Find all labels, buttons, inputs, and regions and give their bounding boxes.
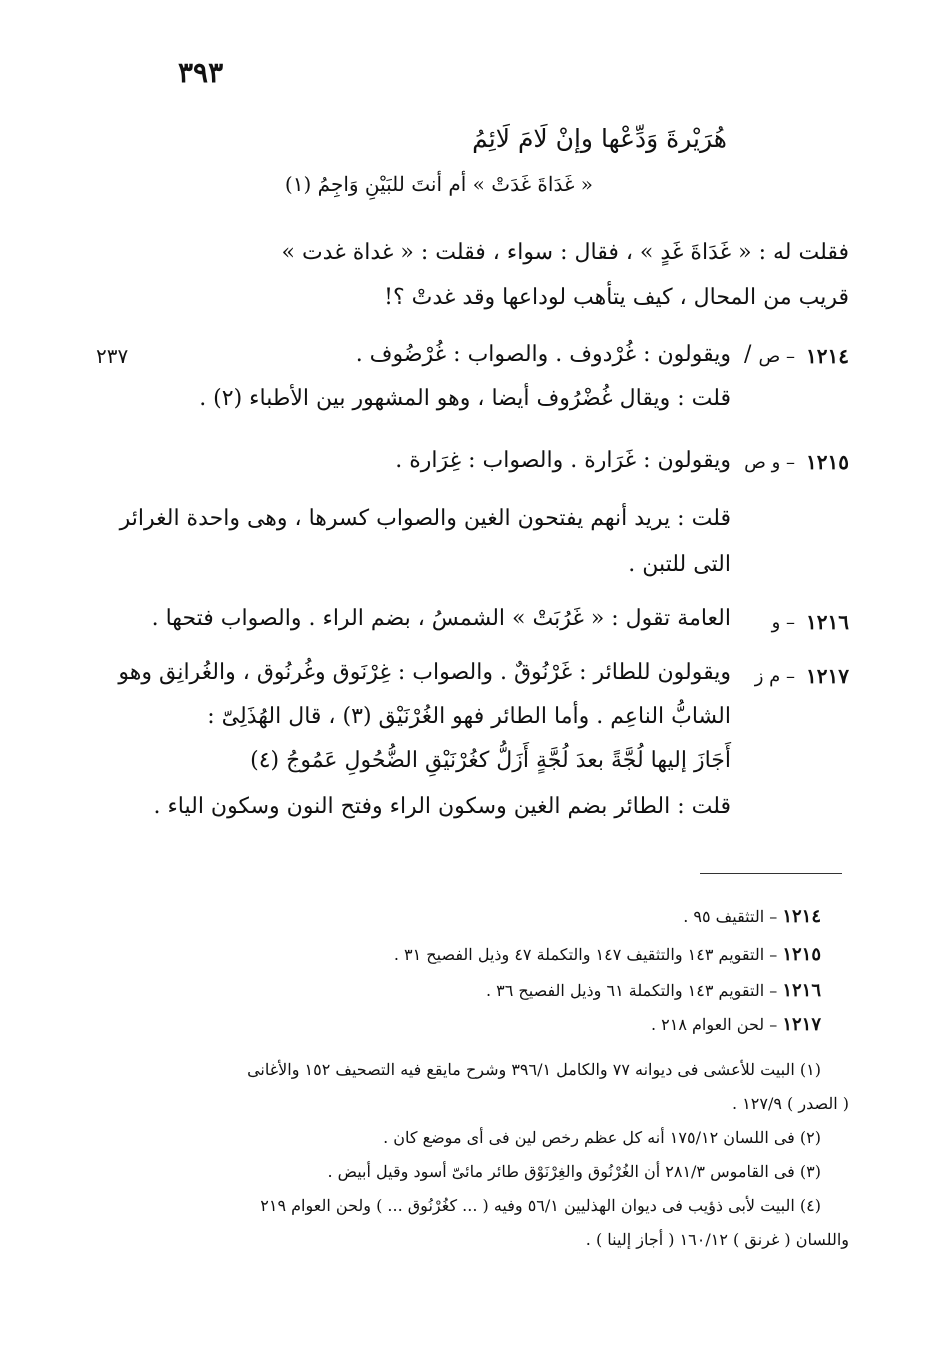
page-number: ٣٩٣ [178,56,224,89]
entry-line: قلت : الطائر بضم الغين وسكون الراء وفتح النون وسكون الياء . [153,794,731,819]
entry-slash: / [744,342,752,367]
entry-line: ويقولون : غَرَارة . والصواب : غِرَارة . [395,448,731,473]
footnote-2: (٢) فى اللسان ١٧٥/١٢ أنه كل عظم رخص لين فى أى موضع كان . [383,1128,821,1147]
footnote-4-cont: واللسان ( غرنق ) ١٦٠/١٢ ( أجاز إلينا ) . [585,1230,849,1249]
entry-line: الشابُّ الناعِم . وأما الطائر فهو الغُرْنَيْق (٣) ، قال الهُذَلِىّ : [207,704,731,729]
entry-line: ويقولون للطائر : غَرْنُوقٌ . والصواب : غِرْنَوق وغُرنُوق ، والغُرانِق وهو [118,660,731,685]
entry-line: العامة تقول : « غَرُبَتْ » الشمسُ ، بضم الراء . والصواب فتحها . [151,606,731,631]
entry-source-1215: – و ص [744,452,795,473]
footnote-4: (٤) البيت لأبى ذؤيب فى ديوان الهذليين ٥٦/١ وفيه ( ... كغُرْنُوق ... ) ولحن العوام ٢١٩ [260,1196,821,1215]
entry-number-1217: ١٢١٧ [806,664,849,688]
source-ref-1215: ١٢١٥ – التقويم ١٤٣ والتثقيف ١٤٧ والتكملة ٤٧ وذيل الفصيح ٣١ . [393,944,821,965]
body-line-1: فقلت له : « غَدَاةَ غَدٍ » ، فقال : سواء ، فقلت : « غداة غدت » [281,240,849,265]
entry-line: قلت : ويقال غُضْرُوف أيضا ، وهو المشهور بين الأطباء (٢) . [199,386,731,411]
entry-number-1214: ١٢١٤ [806,344,849,368]
body-line-2: قريب من المحال ، كيف يتأهب لوداعها وقد غدتْ ؟! [384,285,849,310]
entry-line: التى للتبن . [628,552,731,577]
footnote-3: (٣) فى القاموس ٢٨١/٣ أن الغُرْنُوق والغِرْنَوْق طائر مائىّ أسود وقيل أبيض . [327,1162,821,1181]
verse-line-1: هُرَيْرةَ وَدِّعْها وإنْ لَامَ لَائِمُ [472,124,727,153]
entry-source-1214: – ص [758,346,795,367]
entry-line: قلت : يريد أنهم يفتحون الغين والصواب كسرها ، وهى واحدة الغرائر [119,506,731,531]
footnote-1-cont: ( الصدر ) ١٢٧/٩ . [732,1094,849,1113]
source-ref-1216: ١٢١٦ – التقويم ١٤٣ والتكملة ٦١ وذيل الفصيح ٣٦ . [485,980,821,1001]
entry-source-1216: – و [771,612,795,633]
entry-number-1216: ١٢١٦ [806,610,849,634]
entry-source-1217: – م ز [754,666,795,687]
source-ref-1214: ١٢١٤ – التثقيف ٩٥ . [683,906,821,927]
verse-quote: أَجَازَ إليها لُجَّةً بعدَ لُجَّةٍ أَزَلُّ كغُرْنَيْقِ الضُّحُولِ عَمُوجُ (٤) [250,748,731,773]
entry-line: ويقولون : غُرْدوف . والصواب : غُرْضُوف . [355,342,731,367]
verse-line-2: « غَدَاةَ غَدَتْ » أم أنتَ للبَيْنِ وَاجِمُ (١) [284,172,593,196]
entry-number-1215: ١٢١٥ [806,450,849,474]
footnote-rule [700,873,842,874]
margin-page-number: ٢٣٧ [96,344,129,368]
footnote-1: (١) البيت للأعشى فى ديوانه ٧٧ والكامل ٣٩٦/١ وشرح مايقع فيه التصحيف ١٥٢ والأغانى [247,1060,821,1079]
source-ref-1217: ١٢١٧ – لحن العوام ٢١٨ . [650,1014,821,1035]
